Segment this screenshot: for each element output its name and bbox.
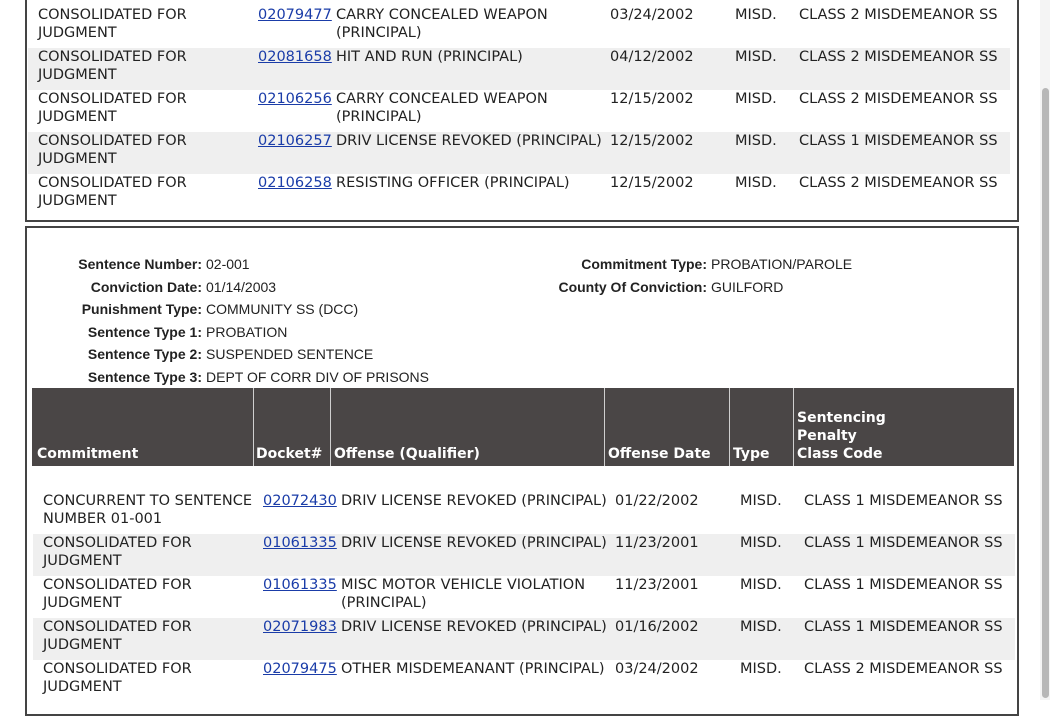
type-cell: MISD. bbox=[735, 91, 777, 107]
sentence-type-2-field bbox=[37, 343, 597, 366]
class-code-cell: CLASS 2 MISDEMEANOR SS bbox=[799, 7, 998, 23]
table-row bbox=[33, 618, 1015, 660]
table-row bbox=[28, 6, 1010, 48]
offense-date-cell: 12/15/2002 bbox=[610, 133, 694, 149]
type-cell: MISD. bbox=[735, 7, 777, 23]
header-offense-date: Offense Date bbox=[608, 446, 711, 462]
column-divider bbox=[793, 388, 794, 466]
punishment-type-value: COMMUNITY SS (DCC) bbox=[206, 301, 359, 317]
offense-date-cell: 04/12/2002 bbox=[610, 49, 694, 65]
commitment-cell: CONSOLIDATED FOR JUDGMENT bbox=[43, 619, 192, 653]
county-value: GUILFORD bbox=[711, 278, 784, 295]
offense-cell: RESISTING OFFICER (PRINCIPAL) bbox=[336, 175, 570, 191]
type-cell: MISD. bbox=[740, 493, 782, 509]
docket-link[interactable]: 02106257 bbox=[258, 133, 332, 149]
sentence-type-1-field bbox=[37, 321, 597, 344]
commitment-type-label: Commitment Type: bbox=[581, 256, 707, 272]
offense-date-cell: 01/16/2002 bbox=[615, 619, 699, 635]
header-type: Type bbox=[733, 446, 770, 462]
offense-cell: DRIV LICENSE REVOKED (PRINCIPAL) bbox=[341, 535, 607, 551]
docket-link[interactable]: 02079475 bbox=[263, 661, 337, 677]
class-code-cell: CLASS 2 MISDEMEANOR SS bbox=[799, 49, 998, 65]
header-commitment: Commitment bbox=[37, 446, 139, 462]
docket-link[interactable]: 01061335 bbox=[263, 577, 337, 593]
offense-cell: HIT AND RUN (PRINCIPAL) bbox=[336, 49, 523, 65]
conviction-date-label: Conviction Date: bbox=[90, 278, 202, 295]
offense-cell: DRIV LICENSE REVOKED (PRINCIPAL) bbox=[341, 493, 607, 509]
sentence-number-value: 02-001 bbox=[206, 256, 250, 272]
table-row bbox=[28, 48, 1010, 90]
offense-date-cell: 03/24/2002 bbox=[615, 661, 699, 677]
docket-link[interactable]: 01061335 bbox=[263, 535, 337, 551]
column-divider bbox=[604, 388, 605, 466]
column-divider bbox=[729, 388, 730, 466]
commitment-cell: CONSOLIDATED FOR JUDGMENT bbox=[38, 175, 187, 209]
type-cell: MISD. bbox=[740, 619, 782, 635]
offense-cell: OTHER MISDEMEANANT (PRINCIPAL) bbox=[341, 661, 605, 677]
commitment-cell: CONSOLIDATED FOR JUDGMENT bbox=[38, 7, 187, 41]
offense-date-cell: 12/15/2002 bbox=[610, 175, 694, 191]
sentence-type-1-value: PROBATION bbox=[206, 323, 288, 340]
docket-link[interactable]: 02081658 bbox=[258, 49, 332, 65]
offense-date-cell: 11/23/2001 bbox=[615, 577, 699, 593]
commitment-cell: CONSOLIDATED FOR JUDGMENT bbox=[38, 91, 187, 125]
table-row bbox=[33, 492, 1015, 534]
class-code-cell: CLASS 1 MISDEMEANOR SS bbox=[799, 133, 998, 149]
offense-cell: CARRY CONCEALED WEAPON (PRINCIPAL) bbox=[336, 7, 548, 41]
class-code-cell: CLASS 1 MISDEMEANOR SS bbox=[804, 577, 1003, 593]
conviction-date-value: 01/14/2003 bbox=[206, 278, 277, 295]
sentence-details bbox=[37, 253, 597, 388]
table-row bbox=[28, 132, 1010, 174]
scrollbar-thumb[interactable] bbox=[1042, 88, 1049, 698]
type-cell: MISD. bbox=[740, 661, 782, 677]
type-cell: MISD. bbox=[735, 49, 777, 65]
sentence-type-3-label: Sentence Type 3: bbox=[87, 368, 202, 385]
county-label: County Of Conviction: bbox=[558, 278, 707, 295]
commitment-cell: CONSOLIDATED FOR JUDGMENT bbox=[43, 661, 192, 695]
column-divider bbox=[253, 388, 254, 466]
commitment-cell: CONSOLIDATED FOR JUDGMENT bbox=[38, 133, 187, 167]
sentence-type-2-value: SUSPENDED SENTENCE bbox=[206, 346, 374, 362]
offense-date-cell: 12/15/2002 bbox=[610, 91, 694, 107]
class-code-cell: CLASS 2 MISDEMEANOR SS bbox=[799, 175, 998, 191]
header-class-line-2: Penalty bbox=[797, 428, 857, 444]
header-offense: Offense (Qualifier) bbox=[334, 446, 480, 462]
class-code-cell: CLASS 2 MISDEMEANOR SS bbox=[799, 91, 998, 107]
sentence-panel bbox=[25, 226, 1019, 716]
offense-cell: DRIV LICENSE REVOKED (PRINCIPAL) bbox=[336, 133, 602, 149]
previous-sentence-table bbox=[25, 0, 1019, 222]
sentence-type-2-label: Sentence Type 2: bbox=[87, 346, 202, 362]
column-divider bbox=[330, 388, 331, 466]
sentence-type-3-field bbox=[37, 366, 597, 389]
docket-link[interactable]: 02106258 bbox=[258, 175, 332, 191]
type-cell: MISD. bbox=[740, 577, 782, 593]
table-row bbox=[33, 660, 1015, 702]
punishment-type-label: Punishment Type: bbox=[81, 301, 202, 317]
commitment-cell: CONSOLIDATED FOR JUDGMENT bbox=[43, 577, 192, 611]
offense-date-cell: 01/22/2002 bbox=[615, 493, 699, 509]
type-cell: MISD. bbox=[735, 133, 777, 149]
class-code-cell: CLASS 1 MISDEMEANOR SS bbox=[804, 535, 1003, 551]
offense-cell: DRIV LICENSE REVOKED (PRINCIPAL) bbox=[341, 619, 607, 635]
header-class-line-1: Sentencing bbox=[797, 410, 886, 426]
sentence-type-3-value: DEPT OF CORR DIV OF PRISONS bbox=[206, 368, 429, 385]
table-row bbox=[33, 576, 1015, 618]
scrollbar[interactable] bbox=[1040, 0, 1050, 700]
commitment-type-field bbox=[547, 253, 1007, 276]
offense-date-cell: 11/23/2001 bbox=[615, 535, 699, 551]
offense-cell: CARRY CONCEALED WEAPON (PRINCIPAL) bbox=[336, 91, 548, 125]
type-cell: MISD. bbox=[740, 535, 782, 551]
table-row bbox=[28, 174, 1010, 216]
commitment-details bbox=[547, 253, 1007, 298]
sentence-type-1-label: Sentence Type 1: bbox=[87, 323, 202, 340]
header-docket: Docket# bbox=[256, 446, 323, 462]
offense-date-cell: 03/24/2002 bbox=[610, 7, 694, 23]
sentence-number-label: Sentence Number: bbox=[78, 256, 202, 272]
commitment-cell: CONSOLIDATED FOR JUDGMENT bbox=[43, 535, 192, 569]
table-row bbox=[33, 534, 1015, 576]
class-code-cell: CLASS 2 MISDEMEANOR SS bbox=[804, 661, 1003, 677]
table-row bbox=[28, 90, 1010, 132]
commitment-type-value: PROBATION/PAROLE bbox=[711, 256, 853, 272]
docket-link[interactable]: 02106256 bbox=[258, 91, 332, 107]
offense-cell: MISC MOTOR VEHICLE VIOLATION (PRINCIPAL) bbox=[341, 577, 586, 611]
sentence-number-field bbox=[37, 253, 597, 276]
class-code-cell: CLASS 1 MISDEMEANOR SS bbox=[804, 493, 1003, 509]
type-cell: MISD. bbox=[735, 175, 777, 191]
class-code-cell: CLASS 1 MISDEMEANOR SS bbox=[804, 619, 1003, 635]
conviction-date-field bbox=[37, 276, 597, 299]
table-header bbox=[32, 388, 1014, 466]
docket-link[interactable]: 02071983 bbox=[263, 619, 337, 635]
commitment-cell: CONSOLIDATED FOR JUDGMENT bbox=[38, 49, 187, 83]
punishment-type-field bbox=[37, 298, 597, 321]
header-class-line-3: Class Code bbox=[797, 446, 883, 462]
docket-link[interactable]: 02079477 bbox=[258, 7, 332, 23]
county-field bbox=[547, 276, 1007, 299]
docket-link[interactable]: 02072430 bbox=[263, 493, 337, 509]
commitment-cell: CONCURRENT TO SENTENCE NUMBER 01-001 bbox=[43, 493, 252, 527]
